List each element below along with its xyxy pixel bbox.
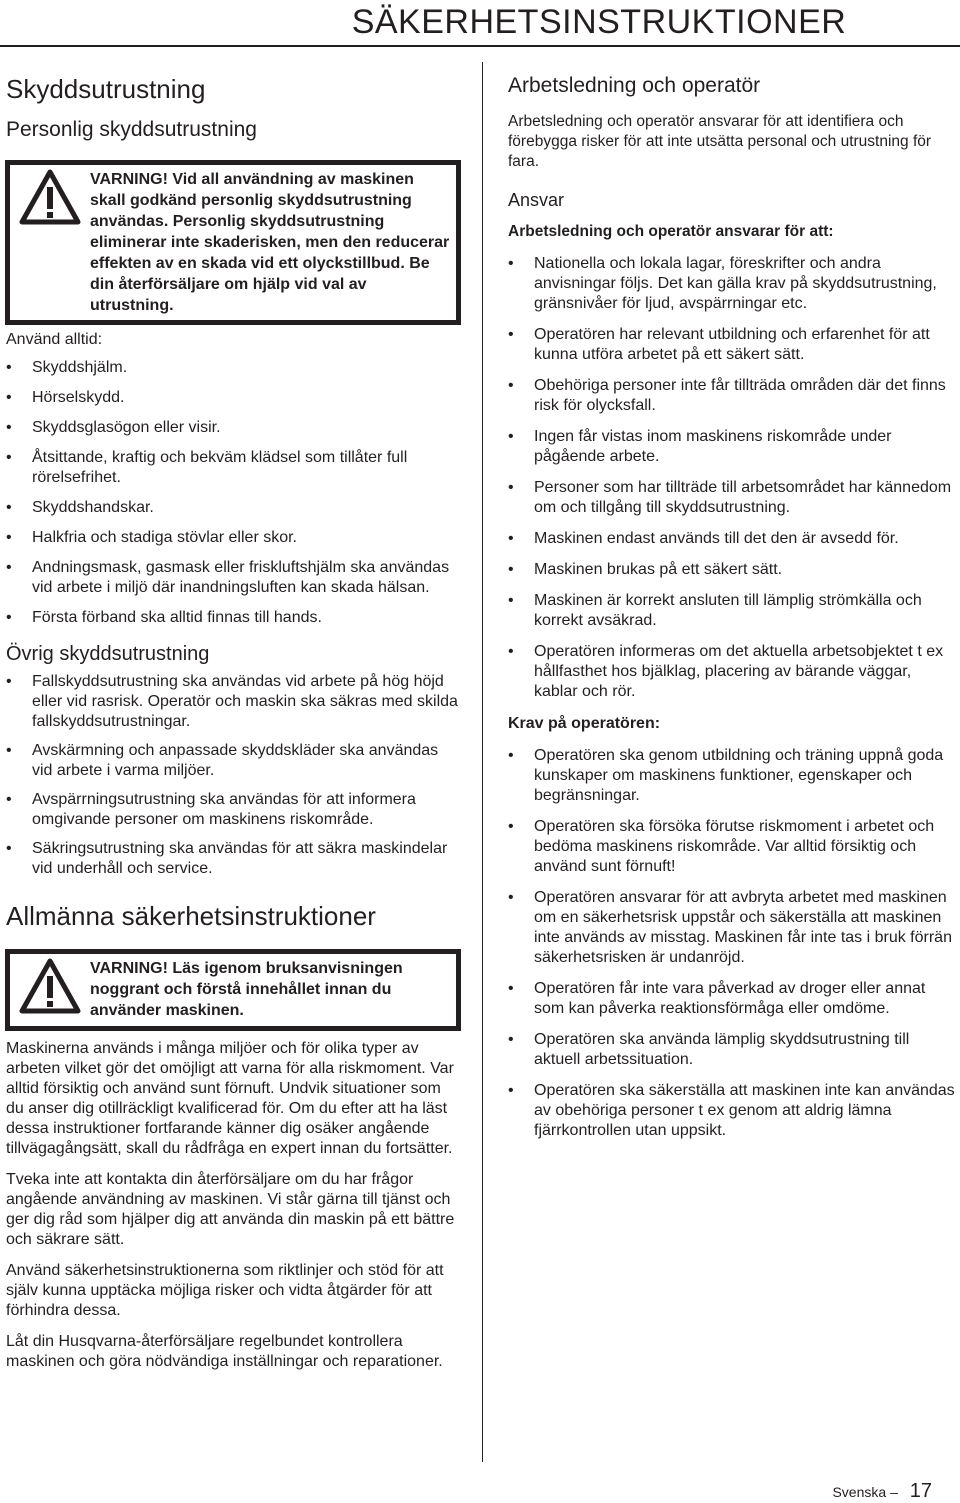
subheading-krav: Krav på operatören: [508, 715, 661, 732]
page-footer [832, 1480, 932, 1503]
warning-triangle-icon [10, 954, 90, 1026]
page-header-title: SÄKERHETSINSTRUKTIONER [351, 3, 847, 41]
list-item: • Personer som har tillträde till arbetsområdet har kännedom om och tillgång till skyddsutrustning. [508, 479, 952, 516]
page-number: 17 [909, 1480, 932, 1502]
ppe-list [6, 358, 460, 628]
footer-language: Svenska [832, 1484, 887, 1500]
list-item: • Avskärmning och anpassade skyddskläder ska användas vid arbete i varma miljöer. [6, 742, 439, 779]
list-item: • Fallskyddsutrustning ska användas vid arbete på hög höjd eller vid rasrisk. Operatör och maskin ska säkras med skilda fallskyddsutrustningar. [6, 673, 458, 730]
list-item: • Operatören ska genom utbildning och träning uppnå goda kunskaper om maskinens funktioner, egenskaper och begränsningar. [508, 747, 944, 804]
other-equipment-list [6, 672, 460, 879]
header-rule [0, 45, 960, 47]
list-item: • Skyddsglasögon eller visir. [6, 419, 221, 436]
column-divider [482, 62, 483, 1462]
section-heading-skyddsutrustning: Skyddsutrustning [6, 74, 206, 104]
list-item: • Operatören ansvarar för att avbryta arbetet med maskinen om en säkerhetsrisk uppstår och säkerställa att maskinen inte används av misstag. Maskinen får inte tas i bruk förrän säkerhetsrisken är undanröjd. [508, 889, 952, 966]
warning-box-read-manual [5, 949, 461, 1031]
body-paragraph: Låt din Husqvarna-återförsäljare regelbundet kontrollera maskinen och göra nödvändiga inställningar och reparationer. [6, 1333, 443, 1370]
list-item: • Ingen får vistas inom maskinens riskområde under pågående arbete. [508, 428, 892, 465]
ansvar-lead: Arbetsledning och operatör ansvarar för att: [508, 223, 834, 240]
section-heading-allmanna: Allmänna säkerhetsinstruktioner [6, 901, 376, 931]
list-item: • Obehöriga personer inte får tillträda områden där det finns risk för olycksfall. [508, 377, 946, 414]
list-item: • Operatören ska använda lämplig skyddsutrustning till aktuell arbetssituation. [508, 1031, 910, 1068]
subheading-personlig-skyddsutrustning: Personlig skyddsutrustning [6, 118, 257, 141]
body-paragraph: Maskinerna används i många miljöer och för olika typer av arbeten vilket gör det omöjligt att varna för alla riskmoment. Var alltid försiktig och använd sunt förnuft. Undvik situationer som du anser dig otillräckligt kvalificerad för. Om du efter att ha läst dessa instruktioner fortfarande känner dig osäker angående tillvägagångsätt, skall du rådfråga en expert innan du fortsätter. [6, 1040, 454, 1157]
left-column [6, 72, 460, 1372]
list-item: • Första förband ska alltid finnas till hands. [6, 609, 322, 626]
list-item: • Operatören ska försöka förutse riskmoment i arbetet och bedöma maskinens riskområde. Var alltid försiktig och använd sunt förnuft! [508, 818, 935, 875]
list-item: • Operatören informeras om det aktuella arbetsobjektet t ex hållfasthet hos bjälklag, placering av bärande väggar, kablar och rör. [508, 643, 944, 700]
list-item: • Andningsmask, gasmask eller friskluftshjälm ska användas vid arbete i miljö där inandningsluften kan skada hälsan. [6, 559, 450, 596]
list-item: • Åtsittande, kraftig och bekväm klädsel som tillåter full rörelsefrihet. [6, 449, 408, 486]
list-item: • Skyddshjälm. [6, 359, 128, 376]
warning-text-ppe: VARNING! Vid all användning av maskinen skall godkänd personlig skyddsutrustning användas. Personlig skyddsutrustning eliminerar inte skaderisken, men den reducerar effekten av en skada vid ett olyckstillbud. Be din återförsäljare om hjälp vid val av utrustning. [90, 171, 450, 314]
list-item: • Operatören har relevant utbildning och erfarenhet för att kunna utföra arbetet på ett säkert sätt. [508, 326, 930, 363]
list-item: • Hörselskydd. [6, 389, 125, 406]
body-paragraph: Använd säkerhetsinstruktionerna som riktlinjer och stöd för att själv kunna upptäcka möjliga risker och vidta åtgärder för att förhindra dessa. [6, 1262, 444, 1319]
ansvar-list [508, 254, 958, 702]
subheading-ovrig-skyddsutrustning: Övrig skyddsutrustning [6, 643, 210, 665]
body-paragraph: Tveka inte att kontakta din återförsäljare om du har frågor angående användning av maskinen. Vi står gärna till tjänst och ger dig råd som hjälper dig att använda din maskin på ett bättre och säkrare sätt. [6, 1171, 455, 1248]
list-item: • Avspärrningsutrustning ska användas för att informera omgivande personer om maskinens riskområde. [6, 791, 416, 828]
list-item: • Maskinen endast används till det den är avsedd för. [508, 530, 899, 547]
section-heading-arbetsledning: Arbetsledning och operatör [508, 74, 761, 97]
krav-list [508, 746, 958, 1141]
list-item: • Nationella och lokala lagar, föreskrifter och andra anvisningar följs. Det kan gälla krav på skyddsutrustning, gränsnivåer för ljud, avspärrningar etc. [508, 255, 937, 312]
list-item: • Operatören ska säkerställa att maskinen inte kan användas av obehöriga personer t ex genom att aldrig lämna fjärrkontrollen utan uppsikt. [508, 1082, 955, 1139]
warning-box-ppe [5, 160, 461, 325]
list-item: • Halkfria och stadiga stövlar eller skor. [6, 529, 297, 546]
intro-paragraph: Arbetsledning och operatör ansvarar för att identifiera och förebygga risker för att inte utsätta personal och utrustning för fara. [508, 113, 932, 170]
list-item: • Skyddshandskar. [6, 499, 154, 516]
footer-separator: – [890, 1484, 898, 1500]
subheading-ansvar: Ansvar [508, 190, 565, 210]
list-item: • Maskinen är korrekt ansluten till lämplig strömkälla och korrekt avsäkrad. [508, 592, 922, 629]
list-item: • Säkringsutrustning ska användas för att säkra maskindelar vid underhåll och service. [6, 840, 448, 877]
right-column [508, 72, 958, 1141]
use-always-label: Använd alltid: [6, 331, 103, 348]
list-item: • Maskinen brukas på ett säkert sätt. [508, 561, 783, 578]
warning-text-read-manual: VARNING! Läs igenom bruksanvisningen noggrant och förstå innehållet innan du använder maskinen. [90, 960, 403, 1019]
warning-triangle-icon [10, 165, 90, 320]
list-item: • Operatören får inte vara påverkad av droger eller annat som kan påverka reaktionsförmåga eller omdöme. [508, 980, 926, 1017]
